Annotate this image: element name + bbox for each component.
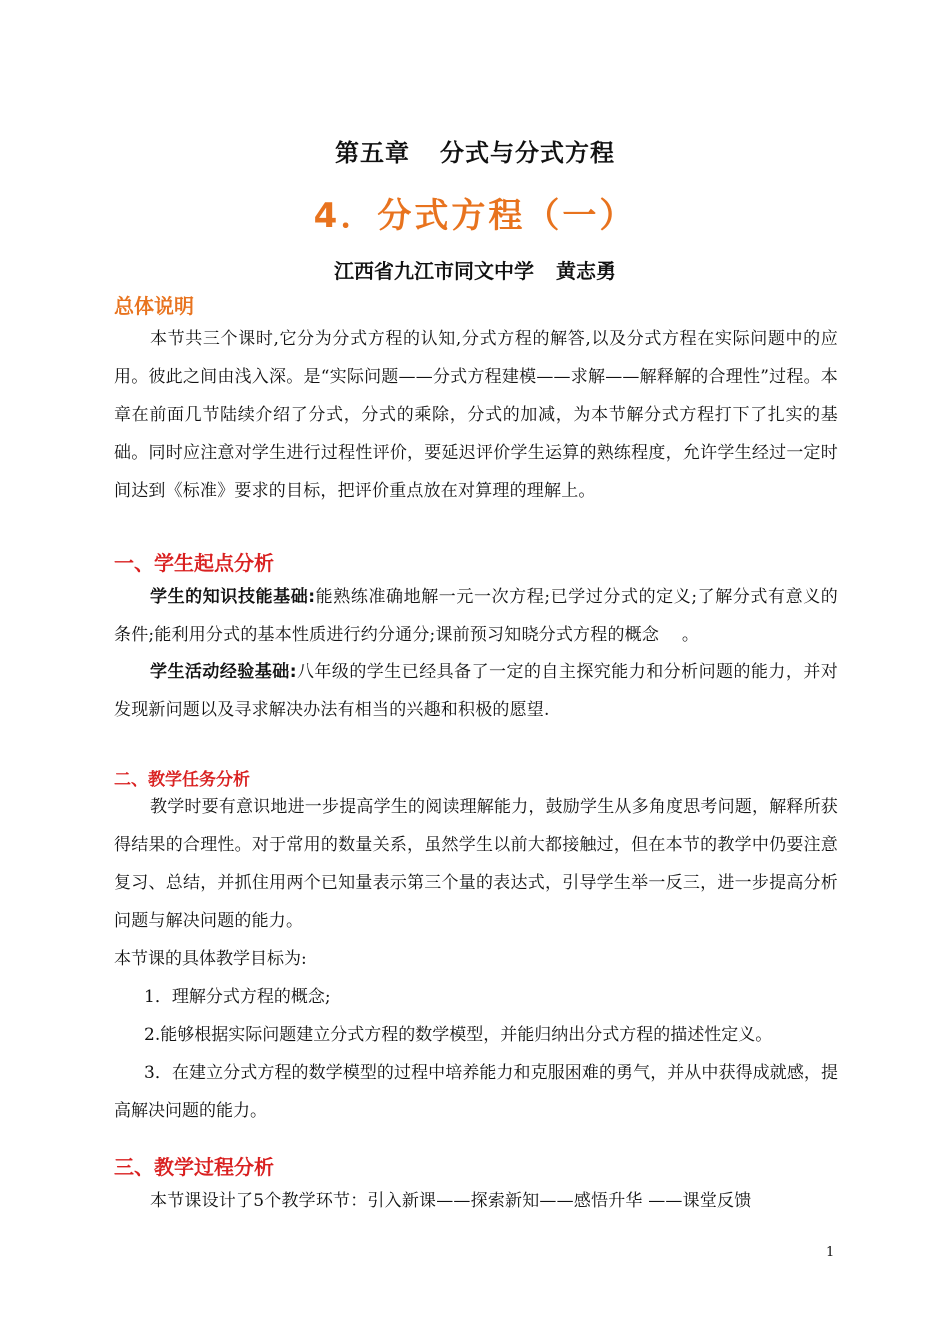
section3-heading: 三、教学过程分析 (114, 1155, 274, 1179)
goal-item: 2.能够根据实际问题建立分式方程的数学模型，并能归纳出分式方程的描述性定义。 (144, 1025, 773, 1045)
page-number: 1 (826, 1245, 835, 1260)
goals-intro: 本节课的具体教学目标为: (114, 949, 307, 969)
section1-heading: 一、学生起点分析 (114, 551, 274, 575)
author-name: 黄志勇 (556, 259, 616, 283)
section2-heading: 二、教学任务分析 (114, 770, 250, 790)
overview-paragraph: 本节共三个课时,它分为分式方程的认知,分式方程的解答,以及分式方程在实际问题中的应用。彼此之间由浅入深。是“实际问题——分式方程建模——求解——解释解的合理性”过程。本章在前面几节陆续介绍了分式，分式的乘除，分式的加减，为本节解分式方程打下了扎实的基础。同时应注意对学生进行过程性评价，要延迟评价学生运算的熟练程度，允许学生经过一定时间达到《标准》要求的目标，把评价重点放在对算理的理解上。 (114, 329, 838, 501)
author-line (0, 255, 950, 284)
knowledge-label: 学生的知识技能基础: (150, 587, 316, 607)
school-name: 江西省九江市同文中学 (334, 259, 534, 283)
lesson-title: 4．分式方程（一） (313, 196, 637, 236)
goal-item: 1．理解分式方程的概念; (144, 987, 331, 1007)
experience-label: 学生活动经验基础: (150, 662, 297, 682)
section2-paragraph: 教学时要有意识地进一步提高学生的阅读理解能力，鼓励学生从多角度思考问题，解释所获得结果的合理性。对于常用的数量关系，虽然学生以前大都接触过，但在本节的教学中仍要注意复习、总结，并抓住用两个已知量表示第三个量的表达式，引导学生举一反三，进一步提高分析问题与解决问题的能力。 (114, 797, 838, 931)
knowledge-text: 能熟练准确地解一元一次方程;已学过分式的定义;了解分式有意义的条件;能利用分式的基本性质进行约分通分;课前预习知晓分式方程的概念 。 (114, 587, 838, 645)
experience-paragraph (114, 653, 838, 729)
section3-paragraph: 本节课设计了5个教学环节：引入新课——探索新知——感悟升华 ——课堂反馈 (150, 1191, 752, 1211)
experience-text: 八年级的学生已经具备了一定的自主探究能力和分析问题的能力，并对发现新问题以及寻求解决办法有相当的兴趣和积极的愿望. (114, 662, 838, 720)
overview-heading: 总体说明 (114, 294, 194, 318)
chapter-label: 第五章 (335, 139, 410, 167)
chapter-heading (0, 133, 950, 168)
knowledge-paragraph (114, 578, 838, 654)
chapter-title: 分式与分式方程 (440, 139, 615, 167)
goal-item: 3．在建立分式方程的数学模型的过程中培养能力和克服困难的勇气，并从中获得成就感，提高解决问题的能力。 (114, 1063, 838, 1121)
